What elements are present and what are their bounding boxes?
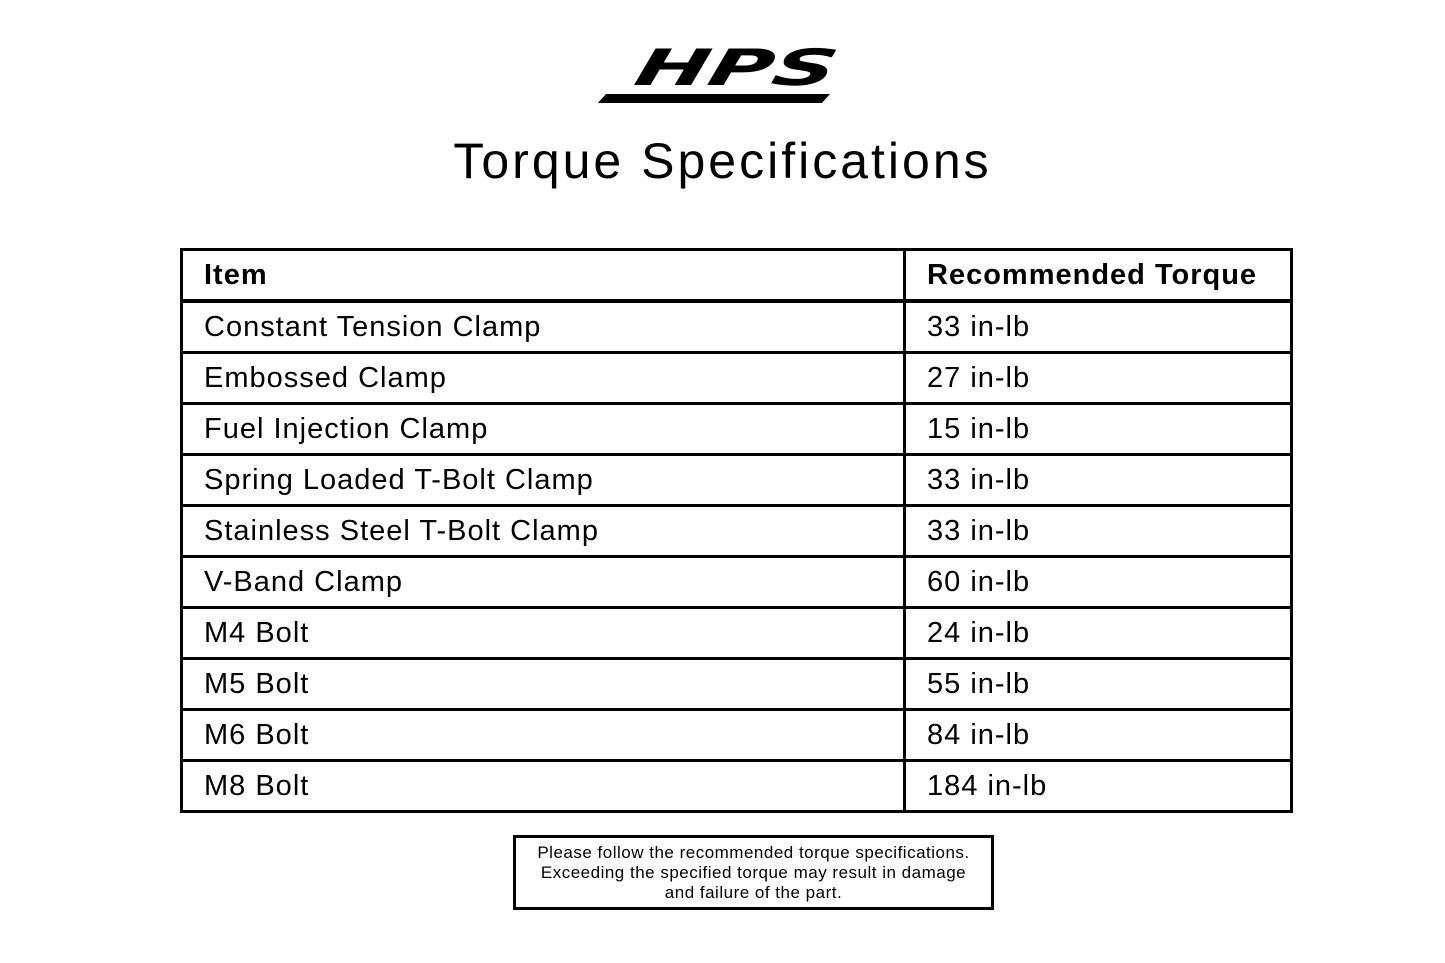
- table-row: [182, 608, 1292, 659]
- table-header-row: [182, 250, 1292, 302]
- footer-note-line: and failure of the part.: [664, 882, 843, 902]
- table-row: [182, 506, 1292, 557]
- table-row: [182, 710, 1292, 761]
- item-cell: M4 Bolt: [182, 608, 905, 659]
- torque-cell: 33 in-lb: [905, 506, 1292, 557]
- torque-cell: 27 in-lb: [905, 353, 1292, 404]
- item-cell: Spring Loaded T-Bolt Clamp: [182, 455, 905, 506]
- hps-logo-text: HPS: [629, 38, 759, 97]
- torque-cell: 33 in-lb: [905, 455, 1292, 506]
- item-cell: Fuel Injection Clamp: [182, 404, 905, 455]
- table-row: [182, 557, 1292, 608]
- torque-cell: 60 in-lb: [905, 557, 1292, 608]
- table-row: [182, 404, 1292, 455]
- footer-note-line: Please follow the recommended torque specifications.: [537, 842, 970, 862]
- item-cell: M8 Bolt: [182, 761, 905, 812]
- item-cell: M5 Bolt: [182, 659, 905, 710]
- torque-cell: 55 in-lb: [905, 659, 1292, 710]
- torque-cell: 33 in-lb: [905, 301, 1292, 353]
- footer-note-box: [513, 835, 994, 910]
- table-row: [182, 761, 1292, 812]
- torque-cell: 24 in-lb: [905, 608, 1292, 659]
- torque-cell: 84 in-lb: [905, 710, 1292, 761]
- table-row: [182, 659, 1292, 710]
- page-title: Torque Specifications: [453, 133, 992, 189]
- hps-logo-underline: [598, 94, 830, 103]
- torque-cell: 184 in-lb: [905, 761, 1292, 812]
- column-header-torque: Recommended Torque: [905, 250, 1292, 302]
- item-cell: V-Band Clamp: [182, 557, 905, 608]
- column-header-item: Item: [182, 250, 905, 302]
- table-row: [182, 455, 1292, 506]
- table-row: [182, 353, 1292, 404]
- hps-logo: [596, 38, 852, 108]
- footer-note-line: Exceeding the specified torque may result in damage: [540, 862, 967, 882]
- item-cell: Stainless Steel T-Bolt Clamp: [182, 506, 905, 557]
- item-cell: Embossed Clamp: [182, 353, 905, 404]
- item-cell: M6 Bolt: [182, 710, 905, 761]
- torque-cell: 15 in-lb: [905, 404, 1292, 455]
- torque-spec-table: [180, 248, 1293, 813]
- item-cell: Constant Tension Clamp: [182, 301, 905, 353]
- table-row: [182, 301, 1292, 353]
